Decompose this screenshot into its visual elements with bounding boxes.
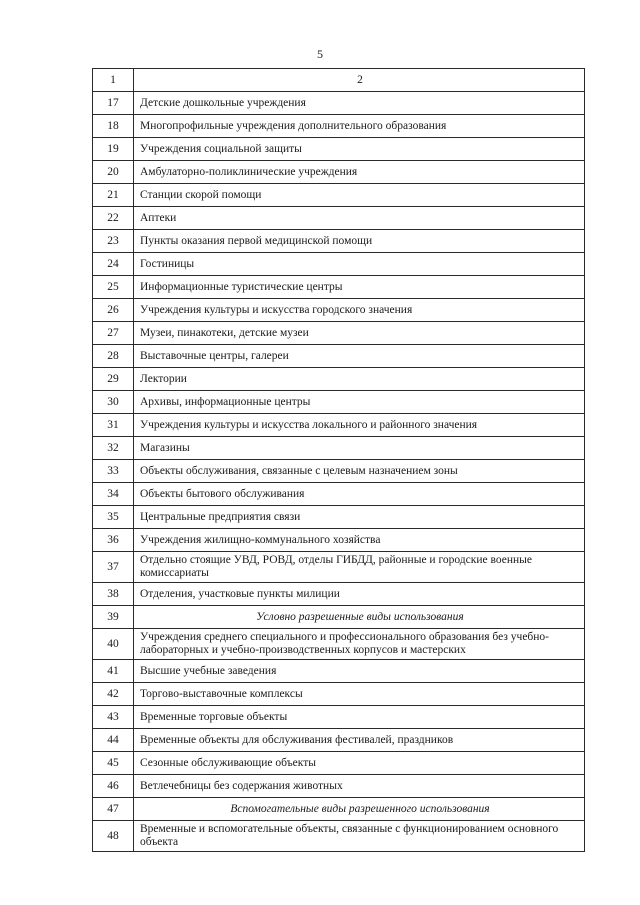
table-row: [93, 230, 585, 253]
row-text-cell: Детские дошкольные учреждения: [134, 92, 585, 115]
table-row: [93, 299, 585, 322]
row-number-cell: 29: [93, 368, 134, 391]
row-text-cell: Временные объекты для обслуживания фестивалей, праздников: [134, 729, 585, 752]
table-row: [93, 460, 585, 483]
row-number-cell: 21: [93, 184, 134, 207]
row-text-cell: Временные и вспомогательные объекты, связанные с функционированием основного объекта: [134, 821, 585, 852]
table-row: [93, 483, 585, 506]
header-cell-number: 1: [93, 69, 134, 92]
table-section-row: [93, 798, 585, 821]
row-number-cell: 22: [93, 207, 134, 230]
row-number-cell: 40: [93, 629, 134, 660]
page-number: 5: [317, 47, 323, 61]
row-text-cell: Музеи, пинакотеки, детские музеи: [134, 322, 585, 345]
row-number-cell: 35: [93, 506, 134, 529]
table-row: [93, 729, 585, 752]
row-number-cell: 46: [93, 775, 134, 798]
table-row: [93, 391, 585, 414]
row-text-cell: Учреждения культуры и искусства городского значения: [134, 299, 585, 322]
table-row: [93, 161, 585, 184]
row-text-cell: Отделения, участковые пункты милиции: [134, 583, 585, 606]
table-row: [93, 506, 585, 529]
table-row: [93, 629, 585, 660]
row-text-cell: Высшие учебные заведения: [134, 660, 585, 683]
row-text-cell: Лектории: [134, 368, 585, 391]
table-row: [93, 253, 585, 276]
table-section-row: [93, 606, 585, 629]
row-number-cell: 44: [93, 729, 134, 752]
table-row: [93, 184, 585, 207]
row-number-cell: 24: [93, 253, 134, 276]
row-text-cell: Отдельно стоящие УВД, РОВД, отделы ГИБДД, районные и городские военные комиссариаты: [134, 552, 585, 583]
table-body: [93, 69, 585, 852]
row-number-cell: 31: [93, 414, 134, 437]
header-cell-name: 2: [134, 69, 585, 92]
row-text-cell: Информационные туристические центры: [134, 276, 585, 299]
table-row: [93, 752, 585, 775]
row-text-cell: Магазины: [134, 437, 585, 460]
row-text-cell: Аптеки: [134, 207, 585, 230]
table-row: [93, 660, 585, 683]
row-text-cell: Учреждения среднего специального и профессионального образования без учебно-лабораторных и учебно-производственных корпусов и мастерских: [134, 629, 585, 660]
row-text-cell: Выставочные центры, галереи: [134, 345, 585, 368]
permitted-uses-table: [92, 68, 585, 852]
row-number-cell: 23: [93, 230, 134, 253]
section-title-cell: Условно разрешенные виды использования: [134, 606, 585, 629]
row-number-cell: 39: [93, 606, 134, 629]
table-row: [93, 276, 585, 299]
table-row: [93, 322, 585, 345]
row-text-cell: Ветлечебницы без содержания животных: [134, 775, 585, 798]
table-row: [93, 138, 585, 161]
table-row: [93, 683, 585, 706]
table-row: [93, 437, 585, 460]
table-row: [93, 775, 585, 798]
row-number-cell: 28: [93, 345, 134, 368]
row-text-cell: Центральные предприятия связи: [134, 506, 585, 529]
table-row: [93, 529, 585, 552]
row-text-cell: Временные торговые объекты: [134, 706, 585, 729]
row-text-cell: Пункты оказания первой медицинской помощи: [134, 230, 585, 253]
row-text-cell: Учреждения культуры и искусства локального и районного значения: [134, 414, 585, 437]
row-text-cell: Станции скорой помощи: [134, 184, 585, 207]
row-text-cell: Торгово-выставочные комплексы: [134, 683, 585, 706]
table-row: [93, 706, 585, 729]
row-number-cell: 48: [93, 821, 134, 852]
row-number-cell: 26: [93, 299, 134, 322]
table-row: [93, 368, 585, 391]
table-row: [93, 345, 585, 368]
table-header-row: [93, 69, 585, 92]
row-number-cell: 37: [93, 552, 134, 583]
row-number-cell: 42: [93, 683, 134, 706]
row-number-cell: 25: [93, 276, 134, 299]
row-text-cell: Амбулаторно-поликлинические учреждения: [134, 161, 585, 184]
row-number-cell: 47: [93, 798, 134, 821]
row-text-cell: Объекты обслуживания, связанные с целевым назначением зоны: [134, 460, 585, 483]
row-number-cell: 27: [93, 322, 134, 345]
row-text-cell: Архивы, информационные центры: [134, 391, 585, 414]
row-number-cell: 32: [93, 437, 134, 460]
row-number-cell: 18: [93, 115, 134, 138]
table-row: [93, 115, 585, 138]
row-text-cell: Объекты бытового обслуживания: [134, 483, 585, 506]
row-number-cell: 34: [93, 483, 134, 506]
row-number-cell: 19: [93, 138, 134, 161]
row-number-cell: 41: [93, 660, 134, 683]
row-number-cell: 17: [93, 92, 134, 115]
row-number-cell: 38: [93, 583, 134, 606]
table-row: [93, 552, 585, 583]
row-number-cell: 30: [93, 391, 134, 414]
section-title-cell: Вспомогательные виды разрешенного использования: [134, 798, 585, 821]
row-number-cell: 36: [93, 529, 134, 552]
row-number-cell: 20: [93, 161, 134, 184]
row-number-cell: 43: [93, 706, 134, 729]
table-row: [93, 92, 585, 115]
row-text-cell: Сезонные обслуживающие объекты: [134, 752, 585, 775]
table-row: [93, 207, 585, 230]
row-text-cell: Учреждения социальной защиты: [134, 138, 585, 161]
row-number-cell: 33: [93, 460, 134, 483]
table-row: [93, 414, 585, 437]
table-row: [93, 821, 585, 852]
row-number-cell: 45: [93, 752, 134, 775]
row-text-cell: Многопрофильные учреждения дополнительного образования: [134, 115, 585, 138]
table-row: [93, 583, 585, 606]
row-text-cell: Учреждения жилищно-коммунального хозяйства: [134, 529, 585, 552]
row-text-cell: Гостиницы: [134, 253, 585, 276]
